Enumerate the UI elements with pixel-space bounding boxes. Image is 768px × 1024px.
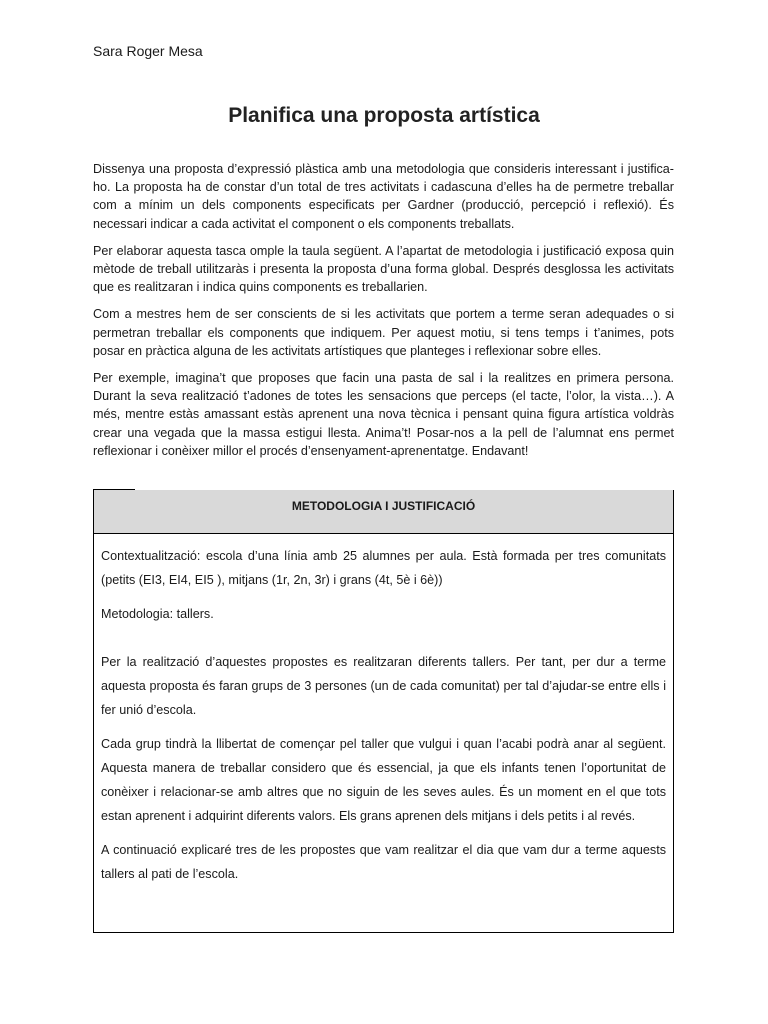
table-body bbox=[94, 534, 673, 886]
table-header: METODOLOGIA I JUSTIFICACIÓ bbox=[94, 490, 673, 534]
intro-section bbox=[93, 160, 674, 469]
intro-paragraph: Per elaborar aquesta tasca omple la taula següent. A l’apartat de metodologia i justificació exposa quin mètode de treball utilitzaràs i presenta la proposta d’una forma global. Després desglossa les activitats que es realitzaran i indica quins components es treballarien. bbox=[93, 243, 674, 295]
author-name: Sara Roger Mesa bbox=[93, 43, 203, 59]
intro-paragraph: Dissenya una proposta d’expressió plàstica amb una metodologia que consideris interessant i justifica-ho. La proposta ha de constar d’un total de tres activitats i cadascuna d’elles ha de permetre treballar com a mínim un dels components especificats per Gardner (producció, percepció i reflexió). És necessari indicar a cada activitat el component o els components treballats. bbox=[93, 162, 674, 231]
table-paragraph: A continuació explicaré tres de les propostes que vam realitzar el dia que vam dur a terme aquests tallers al pati de l’escola. bbox=[101, 843, 666, 881]
intro-paragraph: Per exemple, imagina’t que proposes que facin una pasta de sal i la realitzes en primera persona. Durant la seva realització t’adones de totes les sensacions que perceps (el tacte, l’olor, la vista…). A més, mentre estàs amassant estàs aprenent una nova tècnica i pensant quina figura artística voldràs crear una vegada que la massa estigui llesta. Anima’t! Posar-nos a la pell de l’alumnat ens permet reflexionar i conèixer millor el procés d’ensenyament-aprenentatge. Endavant! bbox=[93, 371, 674, 458]
table-paragraph: Per la realització d’aquestes propostes es realitzaran diferents tallers. Per tant, per dur a terme aquesta proposta és faran grups de 3 persones (un de cada comunitat) per tal d’ajudar-se entre ells i fer unió d’escola. bbox=[101, 655, 666, 717]
table-paragraph: Cada grup tindrà la llibertat de començar pel taller que vulgui i quan l’acabi podrà anar al següent. Aquesta manera de treballar considero que és essencial, ja que els infants tenen l’oportunitat de conèixer i relacionar-se amb altres que no siguin de les seves aules. És un moment en el que tots estan aprenent i adquirint diferents valors. Els grans aprenen dels mitjans i dels petits i al revés. bbox=[101, 737, 666, 823]
table-paragraph: Contextualització: escola d’una línia amb 25 alumnes per aula. Està formada per tres comunitats (petits (EI3, EI4, EI5 ), mitjans (1r, 2n, 3r) i grans (4t, 5è i 6è)) bbox=[101, 549, 666, 587]
table-paragraph: Metodologia: tallers. bbox=[101, 607, 214, 621]
intro-paragraph: Com a mestres hem de ser conscients de si les activitats que portem a terme seran adequades o si permetran treballar els components que indiquem. Per aquest motiu, si tens temps i t’animes, pots posar en pràctica alguna de les activitats artístiques que planteges i reflexionar sobre elles. bbox=[93, 307, 674, 358]
methodology-table bbox=[93, 489, 674, 933]
page-title: Planifica una proposta artística bbox=[228, 104, 540, 127]
table-top-border-gap bbox=[135, 488, 676, 490]
